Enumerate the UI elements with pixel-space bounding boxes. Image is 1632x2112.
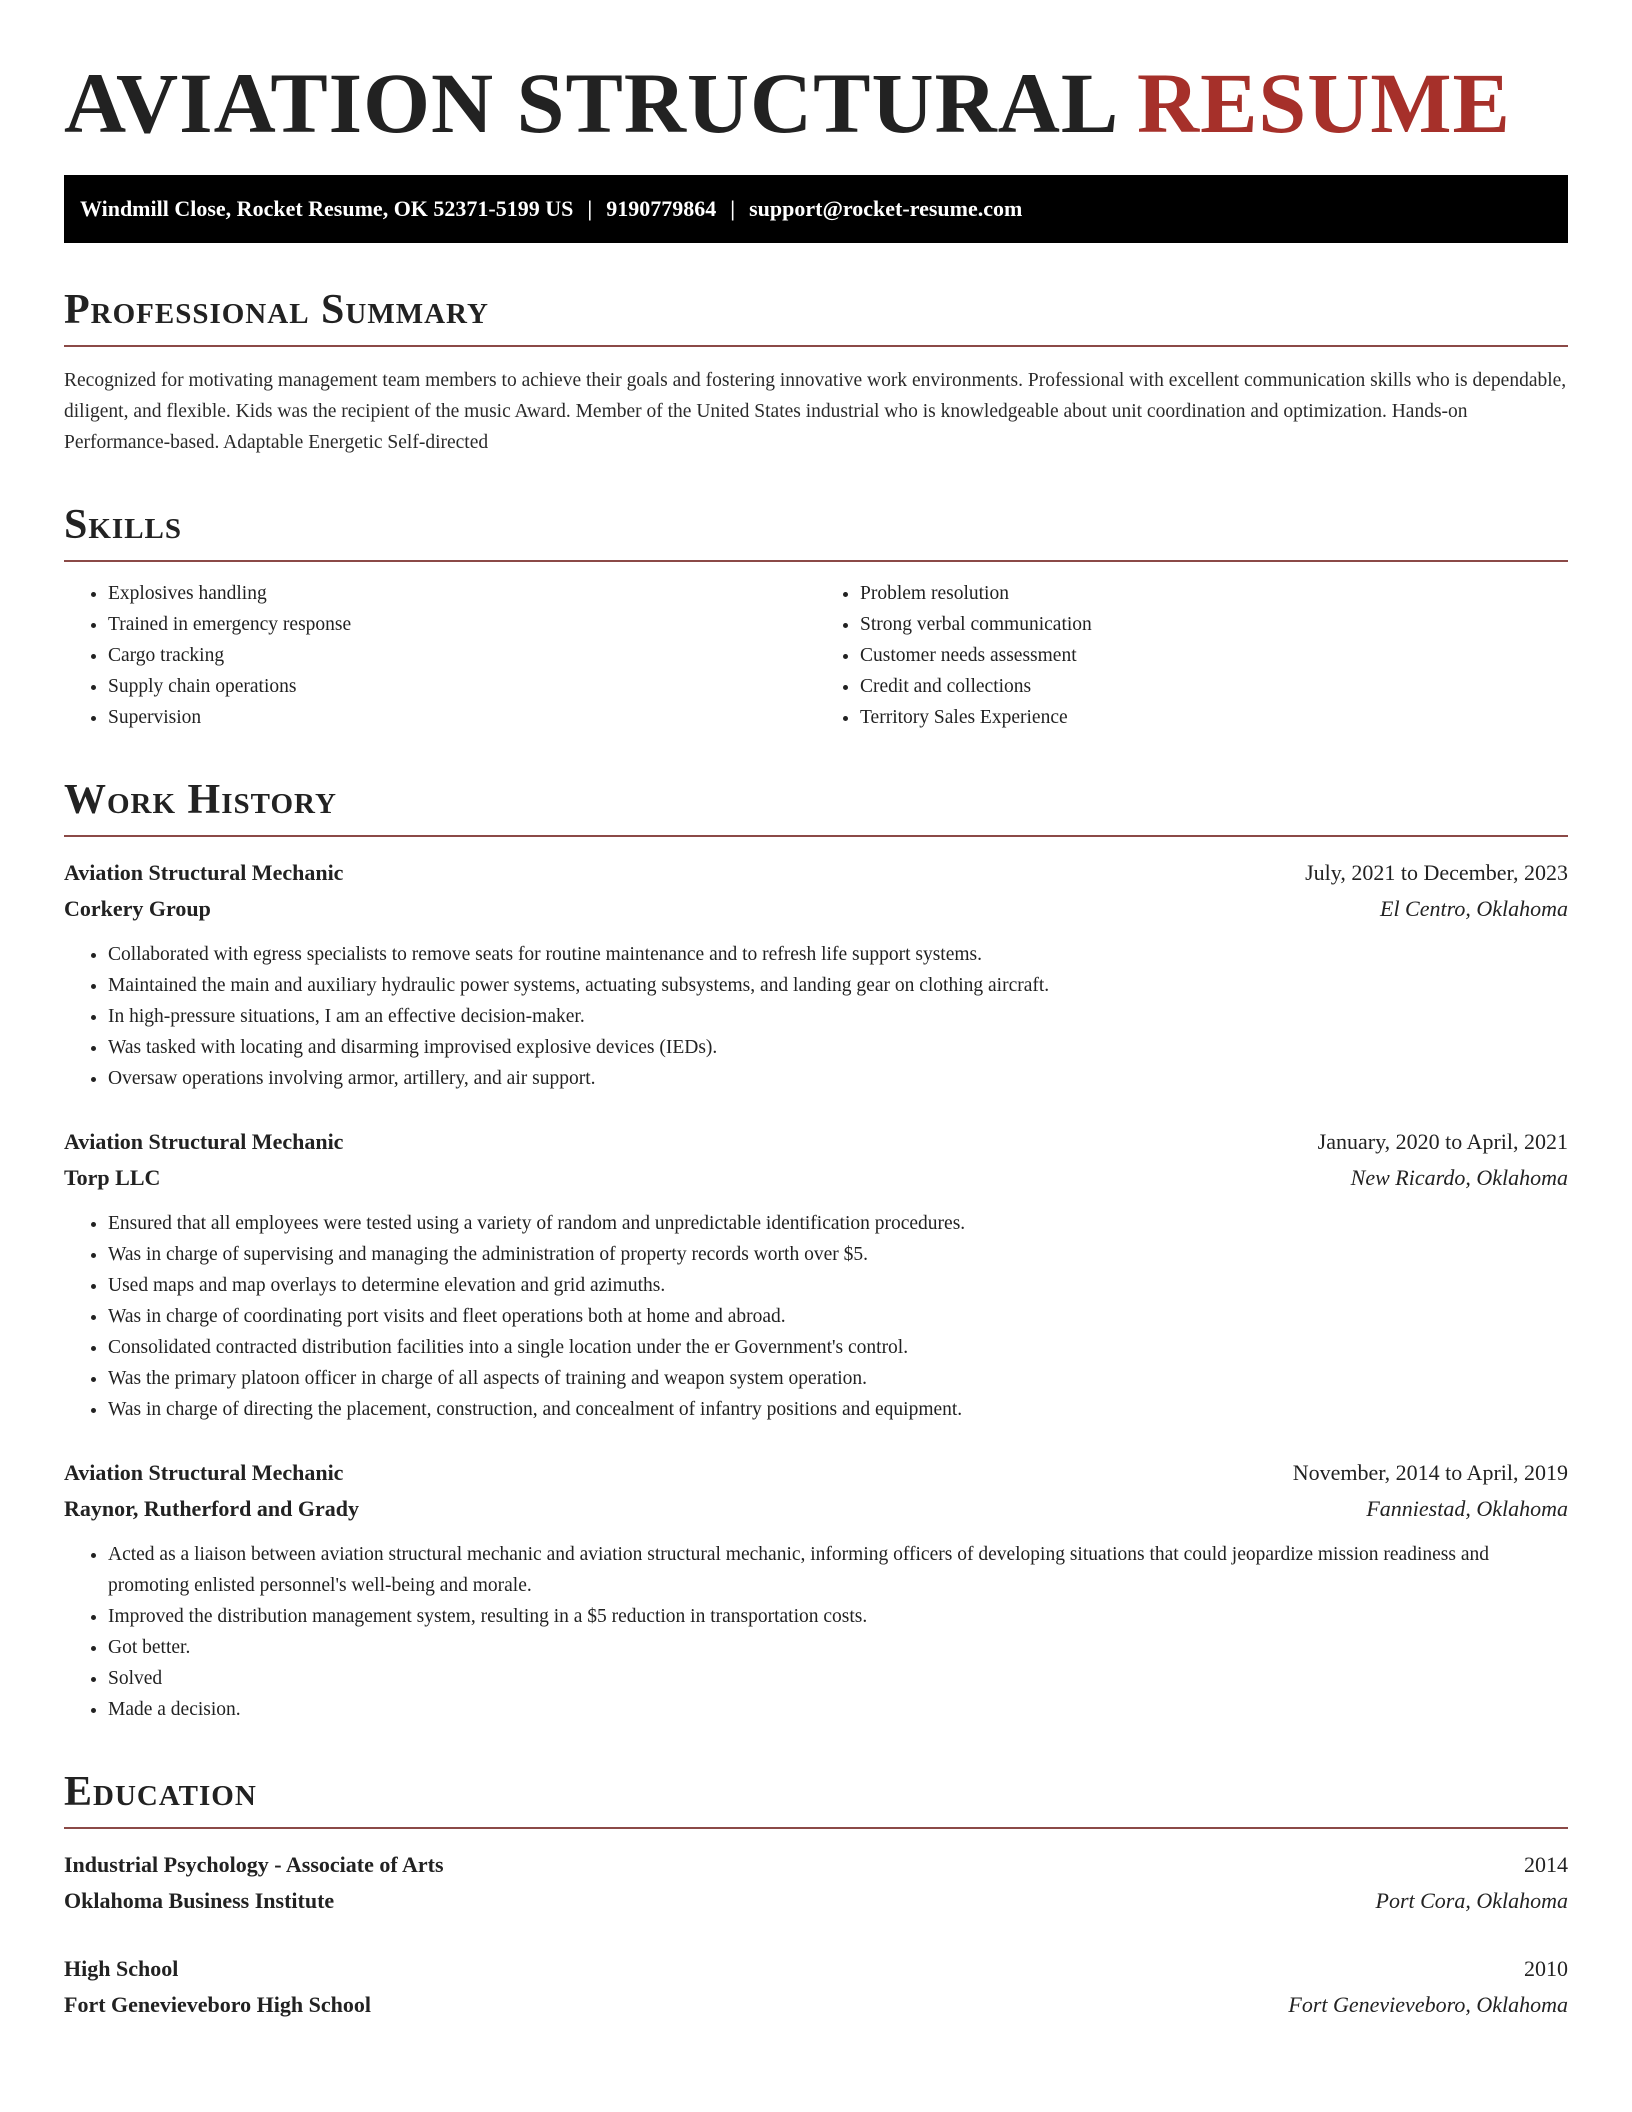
job-bullet: • Was in charge of coordinating port visits and fleet operations both at home and abroad. <box>108 1301 1568 1332</box>
job-bullet: • In high-pressure situations, I am an effective decision-maker. <box>108 1001 1568 1032</box>
education-degree-row <box>64 1847 1568 1883</box>
job-bullets <box>64 1208 1568 1425</box>
job-title: Aviation Structural Mechanic <box>64 1460 344 1486</box>
education-year: 2014 <box>1524 1852 1568 1878</box>
contact-email: support@rocket-resume.com <box>749 195 1023 221</box>
education-school: Fort Genevieveboro High School <box>64 1992 371 2018</box>
resume-title <box>64 56 1568 151</box>
job-entry <box>64 1124 1568 1425</box>
job-company: Raynor, Rutherford and Grady <box>64 1496 359 1522</box>
skill-item: • Strong verbal communication <box>860 609 1568 640</box>
skill-item: • Territory Sales Experience <box>860 702 1568 733</box>
job-bullet: • Was in charge of supervising and managing the administration of property records worth over $5. <box>108 1239 1568 1270</box>
job-title: Aviation Structural Mechanic <box>64 1129 344 1155</box>
skills-column-right <box>816 578 1568 733</box>
education-section <box>64 1769 1568 2023</box>
contact-address: Windmill Close, Rocket Resume, OK 52371-5199 US <box>80 195 574 221</box>
job-company: Torp LLC <box>64 1165 161 1191</box>
job-title: Aviation Structural Mechanic <box>64 860 344 886</box>
job-bullet: • Ensured that all employees were tested using a variety of random and unpredictable identification procedures. <box>108 1208 1568 1239</box>
job-header-row <box>64 1124 1568 1160</box>
job-bullet: • Maintained the main and auxiliary hydraulic power systems, actuating subsystems, and landing gear on clothing aircraft. <box>108 970 1568 1001</box>
education-entry <box>64 1951 1568 2023</box>
education-location: Port Cora, Oklahoma <box>1375 1888 1568 1914</box>
skill-item: • Supervision <box>108 702 816 733</box>
education-school: Oklahoma Business Institute <box>64 1888 335 1914</box>
job-company-row <box>64 1491 1568 1527</box>
work-history-heading: Work History <box>64 777 1568 837</box>
job-company-row <box>64 891 1568 927</box>
job-header-row <box>64 855 1568 891</box>
education-school-row <box>64 1987 1568 2023</box>
job-location: Fanniestad, Oklahoma <box>1366 1496 1568 1522</box>
skill-item: • Credit and collections <box>860 671 1568 702</box>
skills-section <box>64 502 1568 733</box>
job-dates: January, 2020 to April, 2021 <box>1317 1129 1568 1155</box>
job-location: El Centro, Oklahoma <box>1380 896 1568 922</box>
education-degree: High School <box>64 1956 179 1982</box>
job-bullet: • Consolidated contracted distribution facilities into a single location under the er Government's control. <box>108 1332 1568 1363</box>
education-school-row <box>64 1883 1568 1919</box>
education-degree-row <box>64 1951 1568 1987</box>
job-bullets <box>64 939 1568 1094</box>
summary-section <box>64 287 1568 458</box>
job-bullet: • Improved the distribution management system, resulting in a $5 reduction in transportation costs. <box>108 1601 1568 1632</box>
resume-title-main: AVIATION STRUCTURAL <box>64 55 1115 151</box>
skills-grid <box>64 578 1568 733</box>
summary-heading: Professional Summary <box>64 287 1568 347</box>
job-company-row <box>64 1160 1568 1196</box>
job-entry <box>64 855 1568 1094</box>
job-bullet: • Solved <box>108 1663 1568 1694</box>
education-location: Fort Genevieveboro, Oklahoma <box>1288 1992 1568 2018</box>
job-location: New Ricardo, Oklahoma <box>1350 1165 1568 1191</box>
education-heading: Education <box>64 1769 1568 1829</box>
job-bullet: • Oversaw operations involving armor, artillery, and air support. <box>108 1063 1568 1094</box>
skill-item: • Supply chain operations <box>108 671 816 702</box>
contact-separator: | <box>587 195 593 221</box>
job-entry <box>64 1455 1568 1725</box>
resume-title-accent: RESUME <box>1136 55 1511 151</box>
job-bullet: • Got better. <box>108 1632 1568 1663</box>
job-bullet: • Collaborated with egress specialists to remove seats for routine maintenance and to refresh life support systems. <box>108 939 1568 970</box>
job-bullet: • Acted as a liaison between aviation structural mechanic and aviation structural mechanic, informing officers of developing situations that could jeopardize mission readiness and promoting enlisted personnel's well-being and morale. <box>108 1539 1568 1601</box>
job-bullet: • Was the primary platoon officer in charge of all aspects of training and weapon system operation. <box>108 1363 1568 1394</box>
contact-separator: | <box>730 195 736 221</box>
job-bullet: • Used maps and map overlays to determine elevation and grid azimuths. <box>108 1270 1568 1301</box>
job-header-row <box>64 1455 1568 1491</box>
education-degree: Industrial Psychology - Associate of Arts <box>64 1852 444 1878</box>
education-year: 2010 <box>1524 1956 1568 1982</box>
education-entry <box>64 1847 1568 1919</box>
job-dates: November, 2014 to April, 2019 <box>1292 1460 1568 1486</box>
job-company: Corkery Group <box>64 896 211 922</box>
job-bullet: • Was tasked with locating and disarming improvised explosive devices (IEDs). <box>108 1032 1568 1063</box>
skill-item: • Problem resolution <box>860 578 1568 609</box>
job-bullet: • Was in charge of directing the placement, construction, and concealment of infantry positions and equipment. <box>108 1394 1568 1425</box>
contact-phone: 9190779864 <box>606 195 717 221</box>
skill-item: • Explosives handling <box>108 578 816 609</box>
contact-bar <box>64 175 1568 243</box>
skill-item: • Trained in emergency response <box>108 609 816 640</box>
work-history-section <box>64 777 1568 1725</box>
job-bullets <box>64 1539 1568 1725</box>
skill-item: • Customer needs assessment <box>860 640 1568 671</box>
skills-heading: Skills <box>64 502 1568 562</box>
job-dates: July, 2021 to December, 2023 <box>1305 860 1568 886</box>
skill-item: • Cargo tracking <box>108 640 816 671</box>
skills-column-left <box>64 578 816 733</box>
summary-text: Recognized for motivating management team members to achieve their goals and fostering innovative work environments. Professional with excellent communication skills who is dependable, diligent, and flexible. Kids was the recipient of the music Award. Member of the United States industrial who is knowledgeable about unit coordination and optimization. Hands-on Performance-based. Adaptable Energetic Self-directed <box>64 369 1567 453</box>
job-bullet: • Made a decision. <box>108 1694 1568 1725</box>
